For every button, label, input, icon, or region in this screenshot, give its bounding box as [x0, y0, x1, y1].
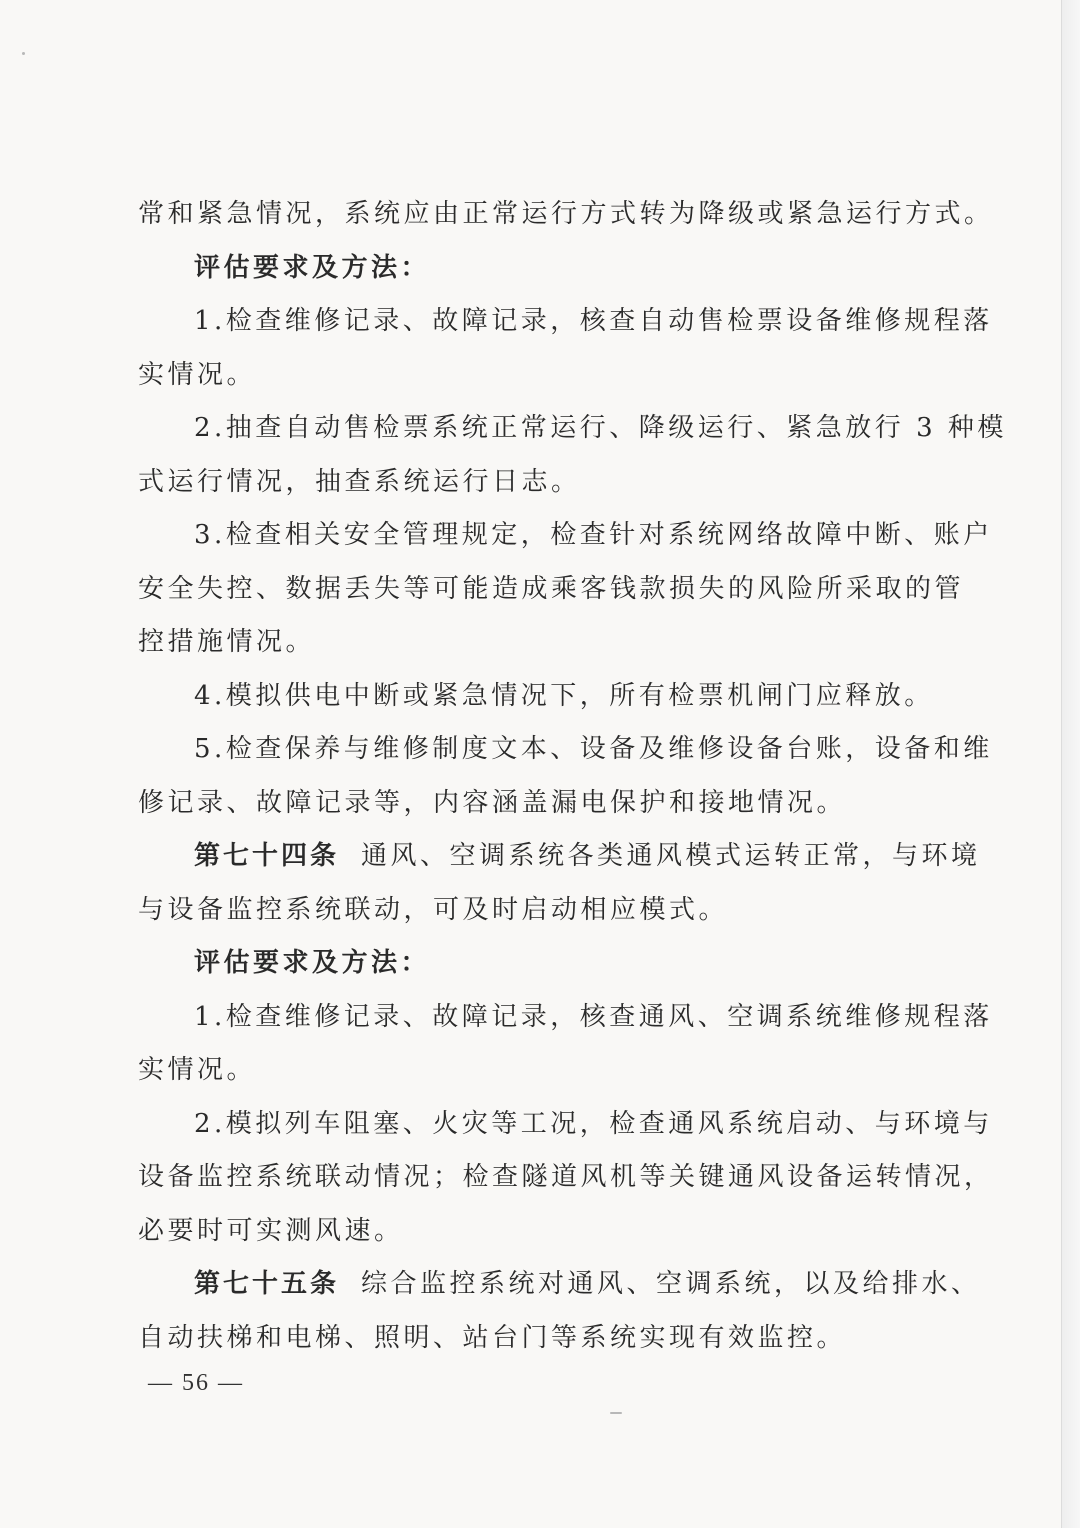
article-number: 第七十五条 — [194, 1269, 340, 1299]
list-item: 2.抽查自动售检票系统正常运行、降级运行、紧急放行 3 种模 — [194, 413, 1007, 443]
list-item: 1.检查维修记录、故障记录，核查通风、空调系统维修规程落 — [194, 1001, 993, 1032]
article-text: 通风、空调系统各类通风模式运转正常，与环境 — [361, 841, 981, 871]
body-line: 常和紧急情况，系统应由正常运行方式转为降级或紧急运行方式。 — [138, 199, 994, 229]
page-number: — 56 — — [148, 1370, 244, 1396]
body-line: 设备监控系统联动情况；检查隧道风机等关键通风设备运转情况， — [138, 1162, 994, 1192]
article-number: 第七十四条 — [194, 841, 340, 871]
body-line: 修记录、故障记录等，内容涵盖漏电保护和接地情况。 — [138, 787, 847, 818]
section-heading: 评估要求及方法： — [194, 948, 431, 978]
article-paragraph — [138, 830, 981, 884]
body-line: 实情况。 — [138, 359, 257, 390]
article-paragraph — [138, 1258, 981, 1312]
body-line: 自动扶梯和电梯、照明、站台门等系统实现有效监控。 — [138, 1322, 847, 1353]
document-body — [138, 188, 1007, 1365]
list-item: 4.模拟供电中断或紧急情况下，所有检票机闸门应释放。 — [194, 680, 934, 711]
list-item: 1.检查维修记录、故障记录，核查自动售检票设备维修规程落 — [194, 306, 993, 336]
body-line: 实情况。 — [138, 1055, 257, 1085]
list-item: 3.检查相关安全管理规定，检查针对系统网络故障中断、账户 — [194, 520, 993, 550]
body-line: 与设备监控系统联动，可及时启动相应模式。 — [138, 894, 729, 925]
list-item: 5.检查保养与维修制度文本、设备及维修设备台账，设备和维 — [194, 734, 993, 764]
article-text: 综合监控系统对通风、空调系统，以及给排水、 — [361, 1269, 981, 1299]
body-line: 安全失控、数据丢失等可能造成乘客钱款损失的风险所采取的管 — [138, 573, 965, 604]
section-heading: 评估要求及方法： — [194, 252, 431, 283]
body-line: 必要时可实测风速。 — [138, 1215, 404, 1246]
body-line: 控措施情况。 — [138, 627, 316, 657]
body-line: 式运行情况，抽查系统运行日志。 — [138, 466, 581, 497]
scan-speck — [22, 52, 25, 55]
list-item: 2.模拟列车阻塞、火灾等工况，检查通风系统启动、与环境与 — [194, 1108, 993, 1139]
scan-edge-shadow — [1061, 0, 1080, 1528]
scan-speck — [610, 1412, 622, 1414]
